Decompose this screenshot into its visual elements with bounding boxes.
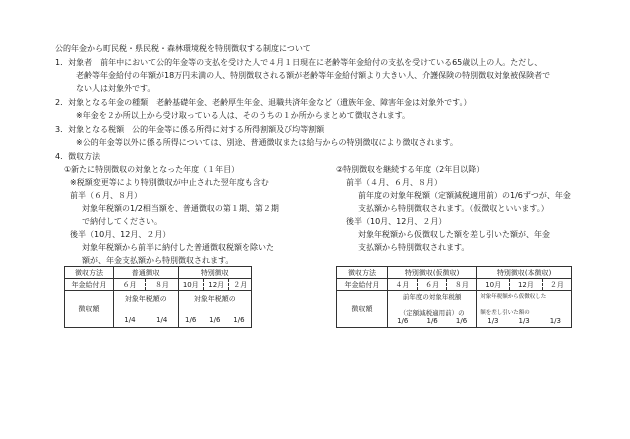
left-first-half-text-1: 対象年税額の1/2相当額を、普通徴収の第１期、第２期 xyxy=(82,204,279,213)
main-amount-label-1: 対象年税額から仮徴収した xyxy=(480,294,547,300)
table-cell-month: 12月 xyxy=(204,279,229,291)
table-cell-normal-amount xyxy=(114,291,179,328)
table-cell-special-amount xyxy=(178,291,251,328)
right-second-half: 後半（10月、12月、２月） xyxy=(346,217,447,226)
table-row xyxy=(337,279,572,291)
table-row xyxy=(65,267,252,279)
table-cell-month: ２月 xyxy=(229,279,252,291)
section-2-note: ※年金を２か所以上から受け取っている人は、そのうちの１か所からまとめて徴収されます。 xyxy=(76,111,411,120)
table-header-method: 徴収方法 xyxy=(337,267,388,279)
fraction-value: 1/4 xyxy=(156,316,168,324)
table-cell-month: ８月 xyxy=(146,279,178,291)
table-header-main: 特別徴収(本徴収) xyxy=(477,267,572,279)
left-heading: ①新たに特別徴収の対象となった年度（１年目） xyxy=(64,165,240,174)
provisional-amount-label-1: 前年度の対象年税額 xyxy=(402,293,462,301)
table-cell-month: ６月 xyxy=(114,279,146,291)
table-row xyxy=(65,279,252,291)
table-cell-month: ２月 xyxy=(542,279,571,291)
table-cell-month: ６月 xyxy=(417,279,447,291)
provisional-amount-label-2: （定額減税適用前）の xyxy=(399,309,465,317)
fraction-value: 1/3 xyxy=(487,317,499,325)
right-second-half-text-1: 対象年税額から仮徴収した額を差し引いた額が、年金 xyxy=(358,230,550,239)
fraction-value: 1/3 xyxy=(549,317,561,325)
right-first-half: 前半（４月、６月、８月） xyxy=(346,178,442,187)
table-cell-provisional-amount xyxy=(388,291,477,328)
right-collection-table xyxy=(336,266,572,328)
left-note: ※税額変更等により特別徴収が中止された翌年度も含む xyxy=(70,178,269,187)
table-cell-main-amount xyxy=(477,291,572,328)
section-1-line-2: 老齢等年金給付の年額が18万円未満の人、特別徴収される額が老齢等年金給付額より大きい人、介護保険の特別徴収対象被保険者で xyxy=(76,71,551,80)
table-row xyxy=(337,267,572,279)
document-title: 公的年金から町民税・県民税・森林環境税を特別徴収する制度について xyxy=(55,44,311,53)
table-header-method: 徴収方法 xyxy=(65,267,114,279)
table-header-special: 特別徴収 xyxy=(178,267,251,279)
section-2-line-1: 2．対象となる年金の種類 老齢基礎年金、老齢厚生年金、退職共済年金など（遺族年金、障害年金は対象外です。） xyxy=(55,98,472,107)
left-second-half-text-2: 額が、年金支払額から特別徴収されます。 xyxy=(82,256,234,265)
left-first-half: 前半（６月、８月） xyxy=(70,191,142,200)
table-row-label-amount: 徴収額 xyxy=(337,291,388,328)
left-collection-table xyxy=(64,266,252,328)
section-3-note: ※公的年金等以外に係る所得については、別途、普通徴収または給与からの特別徴収により徴収されます。 xyxy=(76,138,458,147)
fraction-value: 1/6 xyxy=(397,317,409,325)
left-second-half: 後半（10月、12月、２月） xyxy=(70,230,171,239)
table-row-label-amount: 徴収額 xyxy=(65,291,114,328)
fraction-value: 1/6 xyxy=(209,316,221,324)
special-amount-label: 対象年税額の xyxy=(193,295,236,303)
table-row-label-month: 年金給付月 xyxy=(337,279,388,291)
section-1-line-3: ない人は対象外です。 xyxy=(76,84,156,93)
fraction-value: 1/6 xyxy=(233,316,245,324)
fraction-value: 1/6 xyxy=(455,317,468,325)
normal-amount-label: 対象年税額の xyxy=(124,295,167,303)
table-header-normal: 普通徴収 xyxy=(114,267,179,279)
fraction-value: 1/3 xyxy=(518,317,530,325)
section-3-line-1: 3．対象となる税額 公的年金等に係る所得に対する所得割額及び均等割額 xyxy=(55,125,325,134)
table-cell-month: 10月 xyxy=(178,279,203,291)
main-amount-label-2: 額を差し引いた額の xyxy=(480,310,530,316)
table-cell-month: ４月 xyxy=(388,279,418,291)
fraction-value: 1/6 xyxy=(185,316,197,324)
table-header-provisional: 特別徴収(仮徴収) xyxy=(388,267,477,279)
table-row xyxy=(65,291,252,328)
section-4-heading: 4．徴収方法 xyxy=(55,152,101,161)
right-heading: ②特別徴収を継続する年度（2年目以降） xyxy=(336,165,485,174)
table-cell-month: ８月 xyxy=(447,279,477,291)
left-second-half-text-1: 対象年税額から前半に納付した普通徴収税額を除いた xyxy=(82,243,274,252)
right-first-half-text-1: 前年度の対象年税額（定額減税適用前）の1/6ずつが、年金 xyxy=(358,191,571,200)
section-1-line-1: 1．対象者 前年中において公的年金等の支払を受けた人で４月１日現在に老齢等年金給付の支払を受けている65歳以上の人。ただし、 xyxy=(55,58,543,67)
table-row-label-month: 年金給付月 xyxy=(65,279,114,291)
left-first-half-text-2: で納付してください。 xyxy=(82,217,162,226)
right-first-half-text-2: 支払額から特別徴収されます。（仮徴収といいます。） xyxy=(358,204,549,213)
table-cell-month: 10月 xyxy=(477,279,510,291)
fraction-value: 1/6 xyxy=(426,317,438,325)
table-cell-month: 12月 xyxy=(510,279,543,291)
fraction-value: 1/4 xyxy=(124,316,136,324)
right-second-half-text-2: 支払額から特別徴収されます。 xyxy=(358,243,470,252)
table-row xyxy=(337,291,572,328)
